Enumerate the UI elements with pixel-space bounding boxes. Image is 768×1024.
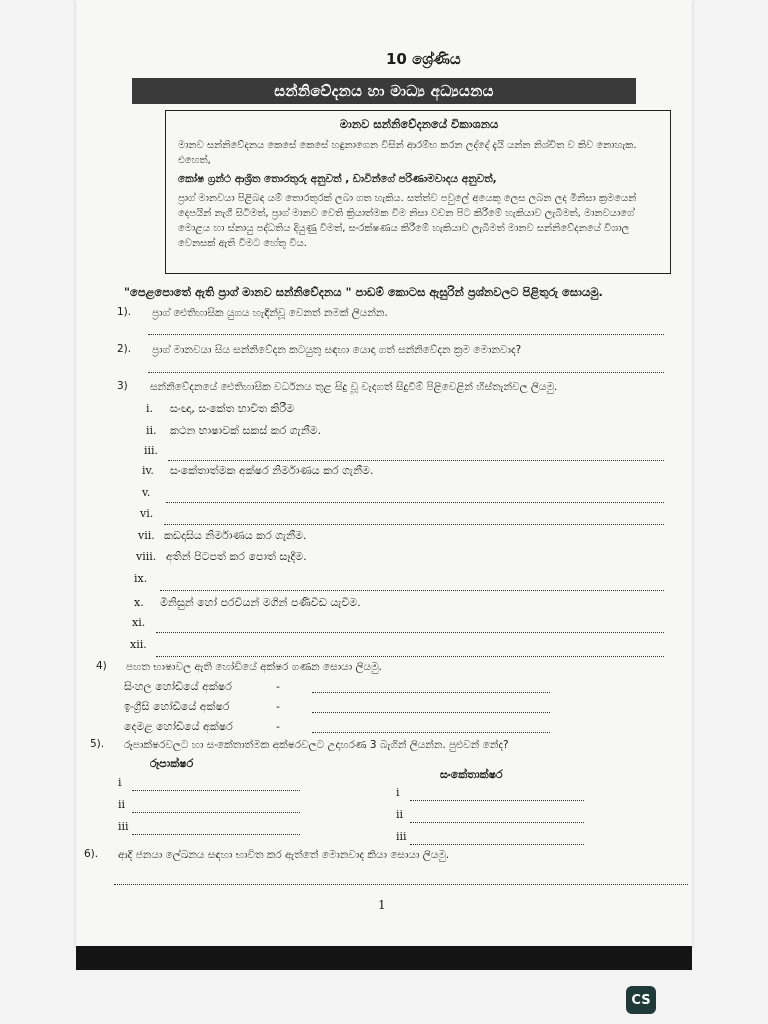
- symbolic-item-3-line[interactable]: [410, 844, 584, 845]
- sinhala-alphabet-label: සිංහල හෝඩියේ අක්ෂර: [124, 680, 232, 693]
- english-alphabet-label: ඉංග්‍රීසි හෝඩියේ අක්ෂර: [124, 700, 230, 713]
- q3-item-12-number: xii.: [130, 638, 147, 651]
- question-5-text: රූපාක්ෂරවලට හා සංකේතාත්මක අක්ෂරවලට උදාහරණ 3 බැගින් ලියන්න. පුළුවන් නේද?: [124, 739, 509, 751]
- q3-item-5-number: v.: [142, 486, 151, 499]
- question-2-text: ප්‍රාග් මානවයා සිය සන්නිවේදන කටයුතු සඳහා යොදා ගත් සන්නිවේදන ක්‍රම මොනවාද?: [152, 344, 522, 356]
- q3-item-9-answer-line[interactable]: [160, 590, 664, 591]
- question-3-number: 3): [117, 380, 128, 392]
- q3-item-3-answer-line[interactable]: [168, 460, 664, 461]
- q3-item-7-number: vii.: [138, 529, 155, 542]
- answer-line-q1[interactable]: [148, 334, 664, 335]
- question-1-text: ප්‍රාග් ඓතිහාසික යුගය හැඳින්වූ වෙනත් නමක් ලියන්න.: [152, 307, 388, 319]
- question-6-number: 6).: [84, 848, 99, 860]
- q3-item-6-answer-line[interactable]: [164, 524, 664, 525]
- question-6-text: ආදි ජනයා ලේඛනය සඳහා භාවිත කර ඇත්තේ මොනවාද කියා සොයා ලියමු.: [118, 849, 450, 861]
- symbolic-item-1-line[interactable]: [410, 800, 584, 801]
- q3-item-7-text: කඩදාසිය නිර්මාණය කර ගැනීම.: [164, 529, 307, 542]
- symbolic-heading: සංකේතාක්ෂර: [440, 768, 503, 781]
- question-3-text: සන්නිවේදනයේ ඓතිහාසික වර්ධනය තුළ සිදු වූ වැදගත් සිදුවීම් පිළිවෙළින් හිස්තැන්වල ලියමු.: [150, 381, 558, 393]
- pictograph-item-2-line[interactable]: [132, 812, 300, 813]
- passage-paragraph-2: කෝෂ ග්‍රන්ථ ආශ්‍රිත තොරතුරු අනුවත් , ඩාවින්ගේ පරිණාමවාදය අනුවත්,: [178, 173, 497, 185]
- reading-passage-box: [165, 110, 671, 274]
- passage-title: මානව සන්නිවේදනයේ විකාශනය: [339, 117, 499, 131]
- q3-item-9-number: ix.: [134, 572, 148, 585]
- q3-item-1-text: සංඥා, සංකේත භාවිත කිරීම: [170, 402, 295, 415]
- pictograph-item-3-line[interactable]: [132, 834, 300, 835]
- pictograph-heading: රූපාක්ෂර: [150, 757, 194, 770]
- q3-item-10-text: මිනිසුන් හෝ පරවියන් මගින් පණිවිඩ යැවීම.: [160, 596, 361, 609]
- sinhala-alphabet-answer-line[interactable]: [312, 692, 550, 693]
- pictograph-item-3-number: iii: [118, 820, 129, 833]
- q3-item-3-number: iii.: [144, 444, 159, 457]
- symbolic-item-2-line[interactable]: [410, 822, 584, 823]
- subject-banner: සන්නිවේදනය හා මාධ්‍ය අධ්‍යයනය: [132, 78, 636, 104]
- q3-item-5-answer-line[interactable]: [166, 502, 664, 503]
- question-5-number: 5).: [90, 738, 105, 750]
- q3-item-2-number: ii.: [146, 424, 157, 437]
- page-number: 1: [378, 898, 386, 912]
- tamil-alphabet-dash: -: [276, 720, 280, 733]
- grade-label: 10 ශ්‍රේණිය: [386, 50, 461, 68]
- tamil-alphabet-answer-line[interactable]: [312, 732, 550, 733]
- q3-item-11-answer-line[interactable]: [156, 632, 664, 633]
- answer-line-q6[interactable]: [114, 884, 688, 885]
- symbolic-item-3-number: iii: [396, 830, 407, 843]
- instruction-text: "පෙළපොතේ ඇති ප්‍රාග් මානව සන්නිවේදනය " පාඩම් කොටස ඇසුරින් ප්‍රශ්නවලට පිළිතුරු සොයමු.: [124, 285, 603, 299]
- english-alphabet-dash: -: [276, 700, 280, 713]
- q3-item-6-number: vi.: [140, 507, 154, 520]
- answer-line-q2[interactable]: [148, 372, 664, 373]
- q3-item-12-answer-line[interactable]: [156, 656, 664, 657]
- question-4-text: පහත භාෂාවල ඇති හෝඩියේ අක්ෂර ගණන සොයා ලියමු.: [126, 661, 382, 673]
- english-alphabet-answer-line[interactable]: [312, 712, 550, 713]
- q3-item-4-number: iv.: [142, 464, 154, 477]
- q3-item-11-number: xi.: [132, 616, 146, 629]
- q3-item-8-text: අතින් පිටපත් කර පොත් සෑදීම.: [166, 550, 307, 563]
- sinhala-alphabet-dash: -: [276, 680, 280, 693]
- pictograph-item-2-number: ii: [118, 798, 126, 811]
- pictograph-item-1-line[interactable]: [132, 790, 300, 791]
- q3-item-4-text: සංකේතාත්මක අක්ෂර නිර්මාණය කර ගැනීම.: [170, 464, 374, 477]
- pictograph-item-1-number: i: [118, 776, 122, 789]
- q3-item-2-text: කථන භාෂාවක් සකස් කර ගැනීම.: [170, 424, 322, 437]
- question-4-number: 4): [96, 660, 107, 672]
- q3-item-1-number: i.: [146, 402, 154, 415]
- symbolic-item-2-number: ii: [396, 808, 404, 821]
- passage-paragraph-3: ප්‍රාග් මානවයා පිළිබඳ යම් තොරතුරක් ලබා ගත හැකිය. සත්ත්ව පවුලේ අයෙකු ලෙස ලබන ලද මිනිසා ක්‍රමයෙන් දෙපයින් නැගී සිටිමත්, ප්‍රාග් මානව වෙති ක්‍රියාත්මක වීම නිසා වචන පිට කිරීමේ හැකියාව ලැබීමත්, මානවයාගේ මොළය හා ස්නායු පද්ධතිය දියුණු වීමත්, සංරක්ෂණය කිරීමේ හැකියාව ලැබීමත් මානව සන්නිවේදනයේ විශාල වෙනසක් ඇති වීමට හේතු විය.: [178, 193, 637, 249]
- symbolic-item-1-number: i: [396, 786, 400, 799]
- passage-paragraph-1: මානව සන්නිවේදනය කෙසේ කෙසේ හඳුනාගෙන විසින් ආරම්භ කරන ලද්දේ දැයි යන්න නිශ්චිත ව කිව නොහැක. එහෙත්,: [178, 140, 637, 166]
- q3-item-8-number: viii.: [136, 550, 157, 563]
- q3-item-10-number: x.: [134, 596, 144, 609]
- question-1-number: 1).: [117, 306, 132, 318]
- tamil-alphabet-label: දෙමළ හෝඩියේ අක්ෂර: [124, 720, 233, 733]
- scan-bottom-edge: [76, 946, 692, 970]
- camscanner-logo-icon: CS: [626, 986, 656, 1014]
- question-2-number: 2).: [117, 343, 132, 355]
